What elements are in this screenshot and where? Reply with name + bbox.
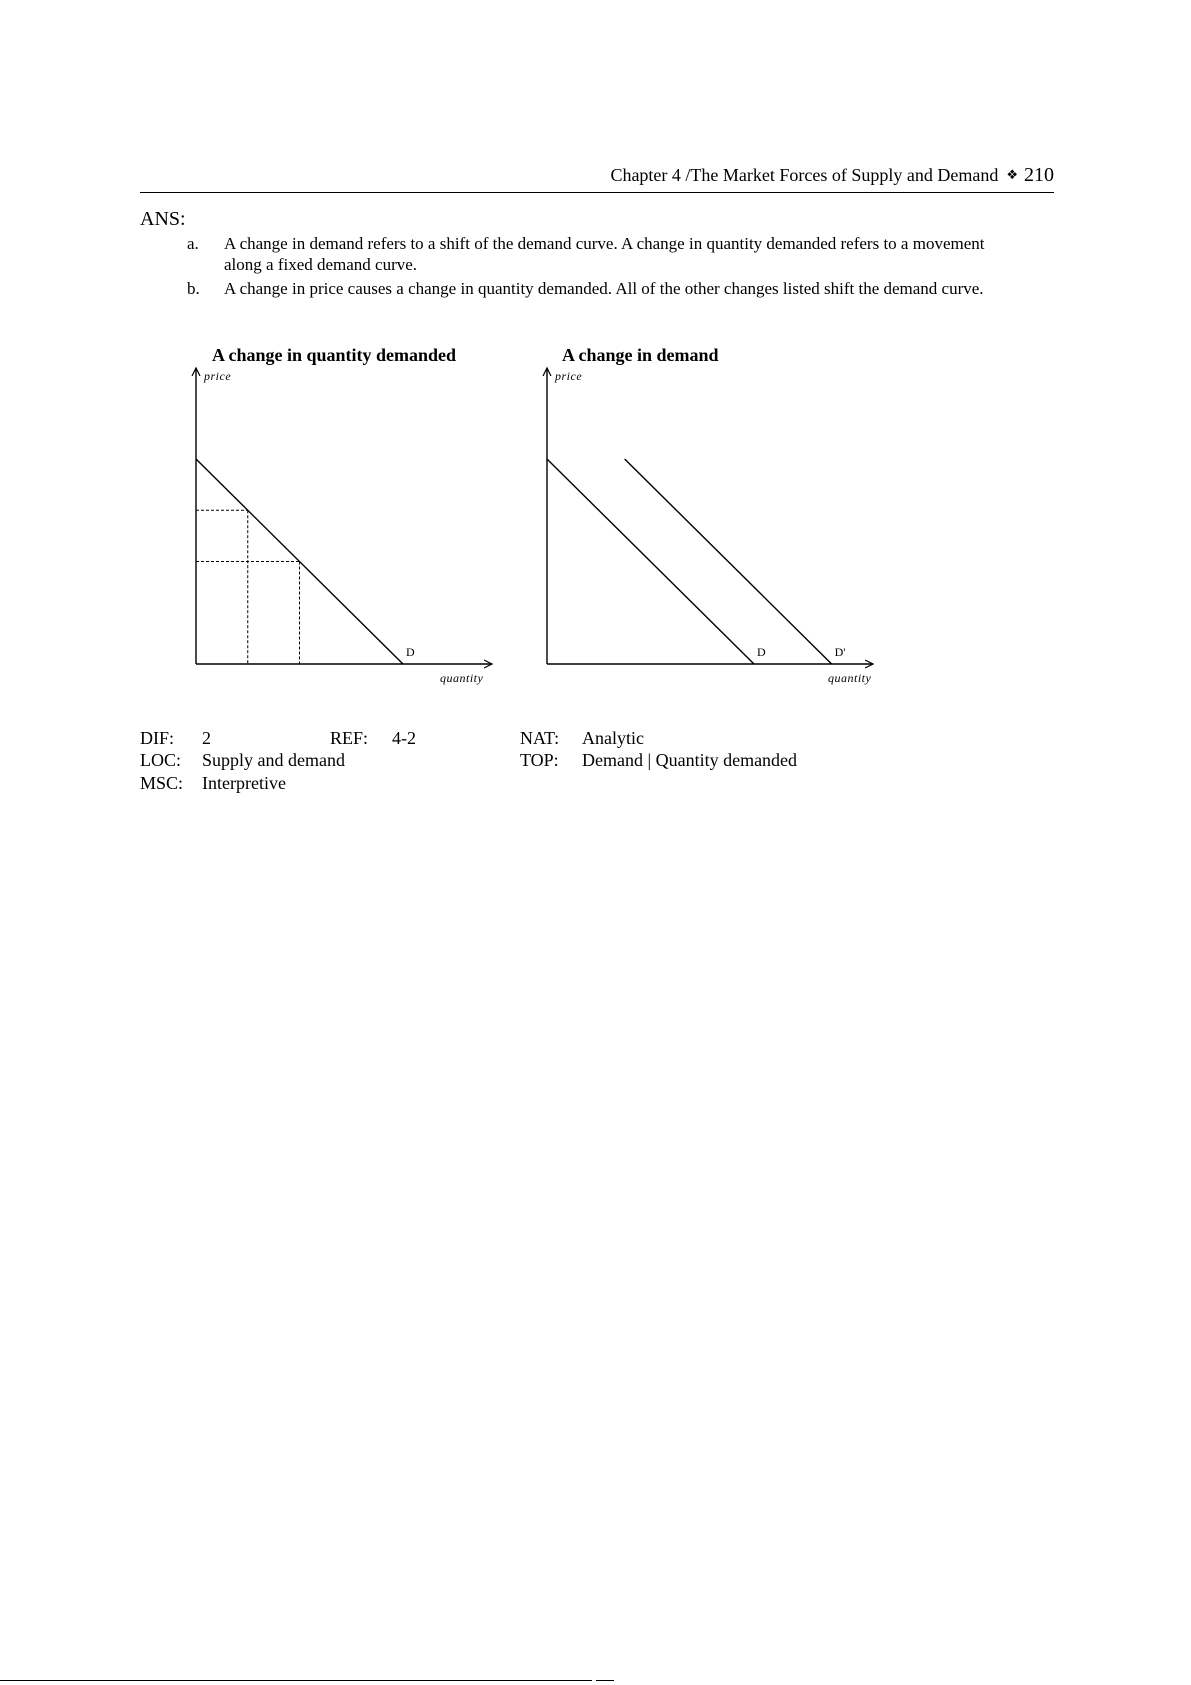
footer-rule-short: [596, 1680, 614, 1681]
demand-curve: [625, 459, 832, 664]
demand-figures: [180, 338, 920, 698]
item-marker: a.: [187, 234, 199, 253]
meta-key: DIF:: [140, 728, 175, 748]
running-header: [140, 162, 1054, 193]
meta-value: 2: [202, 728, 211, 748]
item-marker: b.: [187, 279, 200, 298]
page-number: 210: [1024, 164, 1054, 186]
figure-title: A change in demand: [562, 345, 719, 365]
answer-item-b: [187, 278, 1017, 299]
y-axis-label: price: [555, 369, 583, 383]
item-text: A change in demand refers to a shift of the demand curve. A change in quantity demanded refers to a movement along a fixed demand curve.: [224, 234, 985, 274]
chapter-title: Chapter 4 /The Market Forces of Supply and Demand: [610, 165, 999, 185]
meta-ref: [330, 728, 416, 749]
meta-key: NAT:: [520, 728, 560, 748]
curve-label: D': [834, 645, 846, 659]
meta-value: 4-2: [392, 728, 416, 748]
demand-curve: [547, 459, 754, 664]
meta-value: Supply and demand: [202, 750, 345, 770]
meta-nat: [520, 728, 644, 749]
curve-label: D: [757, 645, 766, 659]
item-text: A change in price causes a change in quantity demanded. All of the other changes listed shift the demand curve.: [224, 279, 984, 298]
meta-key: MSC:: [140, 773, 184, 793]
footer-rule: [0, 1680, 592, 1681]
figure-title: A change in quantity demanded: [212, 345, 457, 365]
meta-key: TOP:: [520, 750, 559, 770]
meta-loc: [140, 750, 345, 771]
meta-key: REF:: [330, 728, 369, 748]
answer-item-a: [187, 233, 1017, 275]
x-axis-label: quantity: [828, 671, 872, 685]
meta-top: [520, 750, 797, 771]
header-diamond-icon: ❖: [1006, 167, 1018, 182]
meta-value: Analytic: [582, 728, 644, 748]
meta-msc: [140, 773, 286, 794]
y-axis-label: price: [204, 369, 232, 383]
meta-value: Interpretive: [202, 773, 286, 793]
curve-label: D: [406, 645, 415, 659]
meta-value: Demand | Quantity demanded: [582, 750, 798, 770]
header-text: [610, 164, 1054, 187]
meta-dif: [140, 728, 211, 749]
meta-key: LOC:: [140, 750, 182, 770]
figure-quantity-demanded: [196, 345, 492, 685]
figure-change-in-demand: [547, 345, 873, 685]
x-axis-label: quantity: [440, 671, 484, 685]
answer-label: ANS:: [140, 208, 186, 230]
